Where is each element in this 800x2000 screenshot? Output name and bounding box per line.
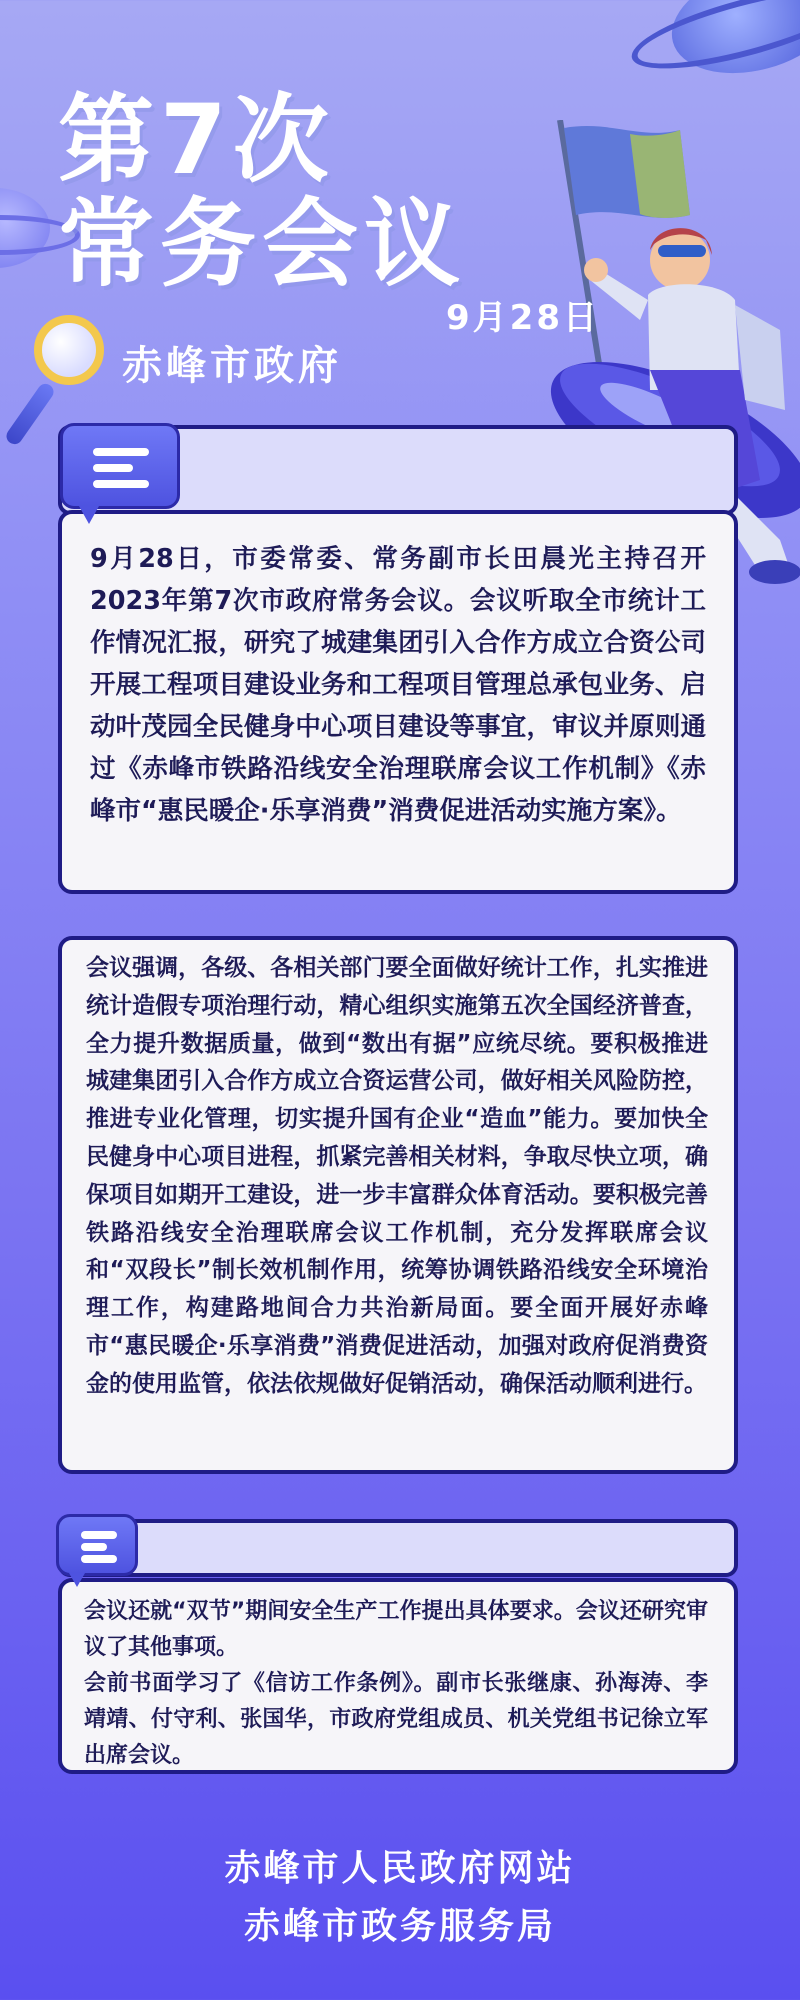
other-matters-paragraph-1: 会议还就“双节”期间安全生产工作提出具体要求。会议还研究审议了其他事项。	[84, 1599, 708, 1660]
page-title-line-1: 第7次	[58, 84, 335, 196]
footer-source-2: 赤峰市政务服务局	[243, 1906, 556, 1947]
planet-ring-decoration	[625, 0, 800, 85]
other-matters-card	[58, 1578, 738, 1774]
organization-name: 赤峰市政府	[122, 343, 342, 389]
page-title-line-2: 常务会议	[58, 188, 466, 300]
emphasis-card	[58, 936, 738, 1474]
footer-source-1: 赤峰市人民政府网站	[224, 1848, 576, 1889]
other-matters-paragraph-2: 会前书面学习了《信访工作条例》。副市长张继康、孙海涛、李靖靖、付守利、张国华，市政府党组成员、机关党组书记徐立军出席会议。	[84, 1671, 708, 1768]
meeting-date: 9月28日	[446, 298, 600, 338]
text-list-icon-small	[56, 1514, 138, 1576]
card-3-header-bar	[58, 1519, 738, 1577]
text-list-icon	[60, 423, 180, 509]
summary-paragraph: 9月28日，市委常委、常务副市长田晨光主持召开2023年第7次市政府常务会议。会议听取全市统计工作情况汇报，研究了城建集团引入合作方成立合资公司开展工程项目建设业务和工程项目管理总承包业务、启动叶茂园全民健身中心项目建设等事宜，审议并原则通过《赤峰市铁路沿线安全治理联席会议工作机制》《赤峰市“惠民暖企·乐享消费”消费促进活动实施方案》。	[90, 544, 706, 826]
summary-card	[58, 510, 738, 894]
emphasis-paragraph: 会议强调，各级、各相关部门要全面做好统计工作，扎实推进统计造假专项治理行动，精心组织实施第五次全国经济普查，全力提升数据质量，做到“数出有据”应统尽统。要积极推进城建集团引入合作方成立合资运营公司，做好相关风险防控，推进专业化管理，切实提升国有企业“造血”能力。要加快全民健身中心项目进程，抓紧完善相关材料，争取尽快立项，确保项目如期开工建设，进一步丰富群众体育活动。要积极完善铁路沿线安全治理联席会议工作机制，充分发挥联席会议和“双段长”制长效机制作用，统筹协调铁路沿线安全环境治理工作，构建路地间合力共治新局面。要全面开展好赤峰市“惠民暖企·乐享消费”消费促进活动，加强对政府促消费资金的使用监管，依法依规做好促销活动，确保活动顺利进行。	[86, 955, 708, 1397]
